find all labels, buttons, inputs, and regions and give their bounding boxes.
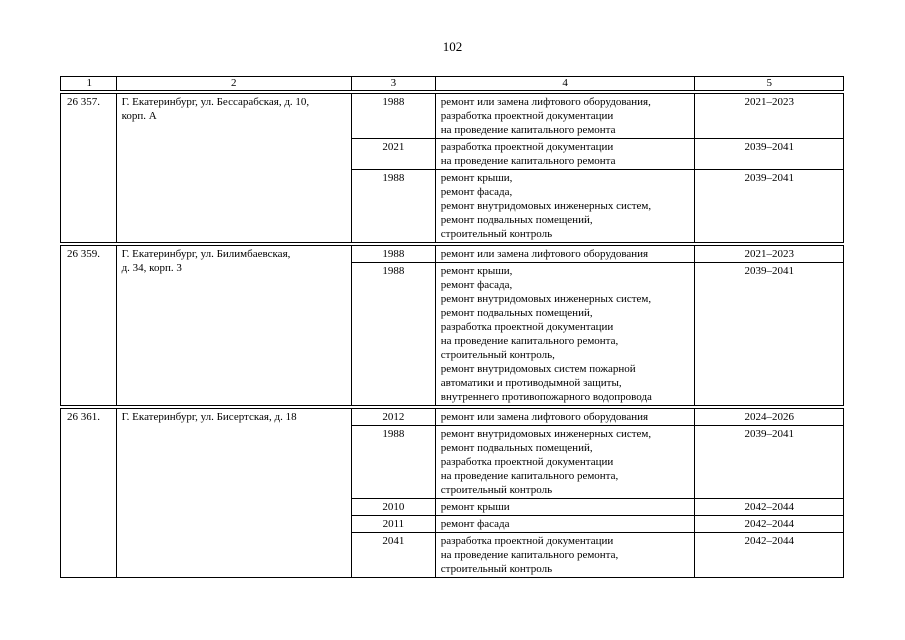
commission-year: 2011 — [351, 516, 435, 533]
text-line: ремонт внутридомовых инженерных систем, — [440, 200, 652, 212]
text-line: ремонт фасада, — [440, 186, 513, 198]
table-row — [61, 94, 844, 139]
text-line: строительный контроль — [440, 563, 553, 575]
text-line: ремонт подвальных помещений, — [440, 442, 593, 454]
repair-works — [435, 94, 695, 139]
text-line: разработка проектной документации — [440, 456, 614, 468]
text-line: Г. Екатеринбург, ул. Бессарабская, д. 10, — [121, 96, 310, 108]
planned-period: 2024–2026 — [695, 409, 844, 426]
repair-works — [435, 170, 695, 243]
table-body — [61, 91, 844, 578]
table-row — [61, 246, 844, 263]
text-line: ремонт крыши, — [440, 172, 513, 184]
text-line: ремонт или замена лифтового оборудования — [440, 411, 649, 423]
repair-works — [435, 409, 695, 426]
text-line: ремонт внутридомовых инженерных систем, — [440, 293, 652, 305]
column-number-5: 5 — [695, 77, 844, 91]
commission-year: 2012 — [351, 409, 435, 426]
planned-period: 2039–2041 — [695, 139, 844, 170]
text-line: ремонт или замена лифтового оборудования — [440, 248, 649, 260]
commission-year: 1988 — [351, 170, 435, 243]
text-line: ремонт подвальных помещений, — [440, 214, 593, 226]
text-line: внутреннего противопожарного водопровода — [440, 391, 652, 403]
text-line: ремонт подвальных помещений, — [440, 307, 593, 319]
commission-year: 2021 — [351, 139, 435, 170]
repair-works — [435, 516, 695, 533]
text-line: ремонт крыши — [440, 501, 510, 513]
text-line: ремонт фасада — [440, 518, 510, 530]
text-line: разработка проектной документации — [440, 535, 614, 547]
text-line: ремонт или замена лифтового оборудования, — [440, 96, 651, 108]
text-line: Г. Екатеринбург, ул. Бисертская, д. 18 — [121, 411, 297, 423]
text-line: строительный контроль — [440, 484, 553, 496]
text-line: на проведение капитального ремонта, — [440, 549, 619, 561]
text-line: ремонт внутридомовых инженерных систем, — [440, 428, 652, 440]
repair-works — [435, 426, 695, 499]
text-line: автоматики и противодымной защиты, — [440, 377, 622, 389]
text-line: разработка проектной документации — [440, 321, 614, 333]
repair-works — [435, 533, 695, 578]
object-number: 26 357. — [61, 94, 117, 243]
planned-period: 2039–2041 — [695, 263, 844, 406]
column-number-4: 4 — [435, 77, 695, 91]
planned-period: 2039–2041 — [695, 170, 844, 243]
column-number-2: 2 — [116, 77, 351, 91]
text-line: ремонт внутридомовых систем пожарной — [440, 363, 636, 375]
text-line: д. 34, корп. 3 — [121, 262, 182, 274]
planned-period: 2039–2041 — [695, 426, 844, 499]
table-row — [61, 409, 844, 426]
text-line: строительный контроль, — [440, 349, 555, 361]
column-number-row — [61, 77, 844, 91]
planned-period: 2042–2044 — [695, 516, 844, 533]
text-line: на проведение капитального ремонта, — [440, 335, 619, 347]
object-address — [116, 94, 351, 243]
repair-works — [435, 499, 695, 516]
column-number-3: 3 — [351, 77, 435, 91]
object-number: 26 361. — [61, 409, 117, 578]
planned-period: 2042–2044 — [695, 499, 844, 516]
planned-period: 2021–2023 — [695, 246, 844, 263]
text-line: строительный контроль — [440, 228, 553, 240]
repair-works — [435, 246, 695, 263]
text-line: Г. Екатеринбург, ул. Билимбаевская, — [121, 248, 291, 260]
repair-works — [435, 139, 695, 170]
capital-repair-table — [60, 76, 844, 578]
text-line: на проведение капитального ремонта — [440, 124, 616, 136]
commission-year: 2010 — [351, 499, 435, 516]
repair-works — [435, 263, 695, 406]
commission-year: 1988 — [351, 94, 435, 139]
object-address — [116, 246, 351, 406]
page-number: 102 — [442, 39, 463, 54]
object-number: 26 359. — [61, 246, 117, 406]
commission-year: 2041 — [351, 533, 435, 578]
commission-year: 1988 — [351, 426, 435, 499]
text-line: корп. А — [121, 110, 157, 122]
text-line: ремонт крыши, — [440, 265, 513, 277]
text-line: разработка проектной документации — [440, 141, 614, 153]
column-number-1: 1 — [61, 77, 117, 91]
text-line: на проведение капитального ремонта — [440, 155, 616, 167]
planned-period: 2042–2044 — [695, 533, 844, 578]
text-line: на проведение капитального ремонта, — [440, 470, 619, 482]
text-line: разработка проектной документации — [440, 110, 614, 122]
commission-year: 1988 — [351, 246, 435, 263]
commission-year: 1988 — [351, 263, 435, 406]
text-line: ремонт фасада, — [440, 279, 513, 291]
object-address — [116, 409, 351, 578]
planned-period: 2021–2023 — [695, 94, 844, 139]
